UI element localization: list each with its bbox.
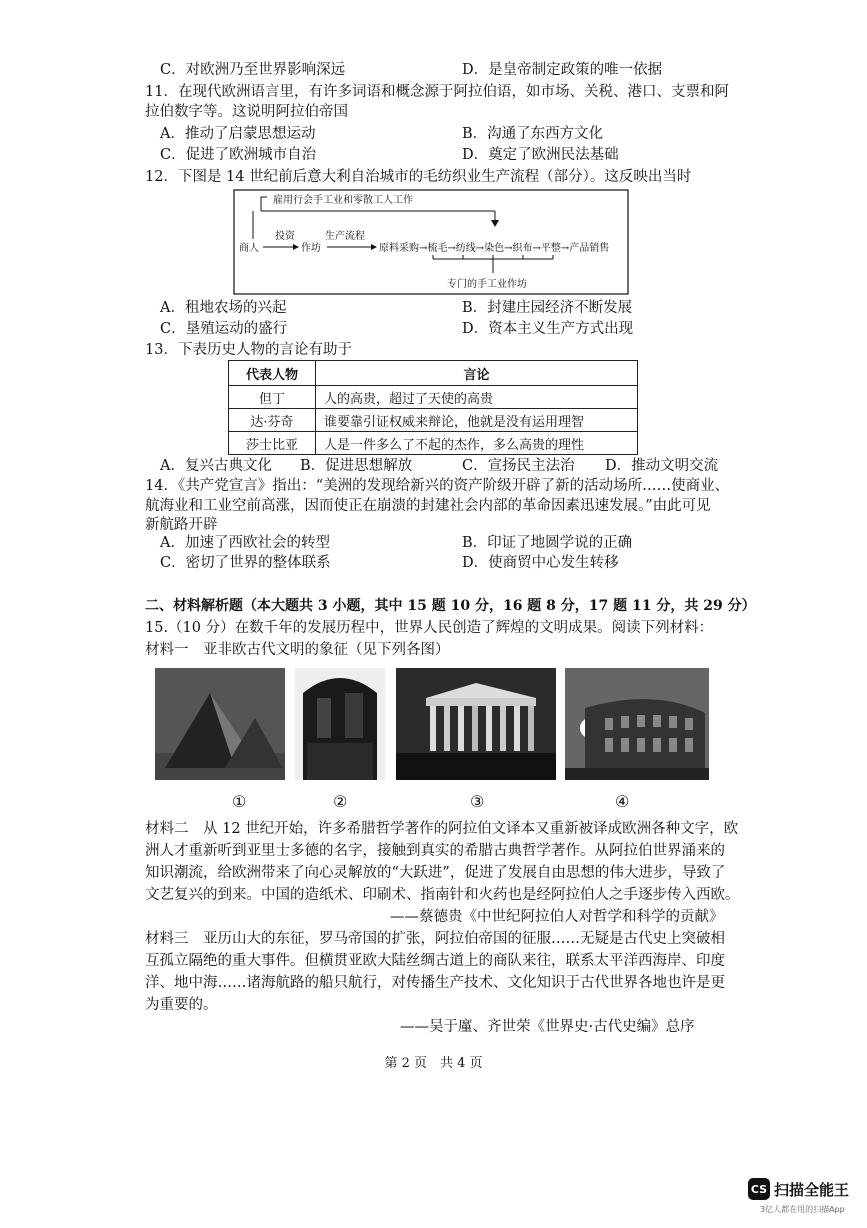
q11-stem-1: 11．在现代欧洲语言里，有许多词语和概念源于阿拉伯语，如市场、关税、港口、支票和阿 <box>145 84 729 100</box>
table-cell: 达·芬奇 <box>229 409 316 432</box>
table-cell: 谁要靠引证权威来辩论，他就是没有运用理智 <box>316 409 638 432</box>
parthenon-image <box>396 668 556 780</box>
q13-option-c: C．宣扬民主法治 <box>462 458 575 474</box>
diagram-merchant: 商人 <box>239 243 259 254</box>
material-3-source: ——吴于廑、齐世荣《世界史·古代史编》总序 <box>400 1019 695 1035</box>
q14-option-d: D．使商贸中心发生转移 <box>462 555 619 571</box>
image-label-1: ① <box>232 792 247 811</box>
material-2-line-3: 知识潮流，给欧洲带来了向心灵解放的“大跃进”，促进了发展自由思想的伟大进步，导致了 <box>145 865 726 881</box>
material-2-source: ——蔡德贵《中世纪阿拉伯人对哲学和科学的贡献》 <box>390 909 724 925</box>
q12-stem: 12．下图是 14 世纪前后意大利自治城市的毛纺织业生产流程（部分）。这反映出当时 <box>145 169 692 185</box>
q14-option-a: A．加速了西欧社会的转型 <box>160 535 330 551</box>
q14-stem-2: 航海业和工业空前高涨，因而使正在崩溃的封建社会内部的革命因素迅速发展。”由此可见 <box>145 498 711 514</box>
q12-option-c: C．垦殖运动的盛行 <box>160 321 288 337</box>
quotes-table <box>228 360 638 455</box>
material-3-line-3: 洋、地中海……诸海航路的船只航行，对传播生产技术、文化知识于古代世界各地也许是更 <box>145 975 725 991</box>
material-3-line-4: 为重要的。 <box>145 997 218 1013</box>
q11-option-c: C．促进了欧洲城市自治 <box>160 147 317 163</box>
q12-option-b: B．封建庄园经济不断发展 <box>462 300 633 316</box>
cs-logo-icon: CS <box>748 1178 770 1200</box>
page-footer: 第 2 页 共 4 页 <box>384 1056 483 1071</box>
table-cell: 但丁 <box>229 386 316 409</box>
material-1-label: 材料一 亚非欧古代文明的象征（见下列各图） <box>145 642 450 658</box>
q12-option-d: D．资本主义生产方式出现 <box>462 321 634 337</box>
table-header: 言论 <box>316 361 638 386</box>
production-flow-diagram <box>233 189 629 297</box>
scanner-watermark <box>748 1178 849 1200</box>
diagram-invest-label: 投资 <box>275 231 295 242</box>
image-label-3: ③ <box>470 792 485 811</box>
q14-option-c: C．密切了世界的整体联系 <box>160 555 331 571</box>
diagram-bottom-label: 专门的手工业作坊 <box>447 279 527 290</box>
material-2-line-1: 材料二 从 12 世纪开始，许多希腊哲学著作的阿拉伯文译本又重新被译成欧洲各种文字，欧 <box>145 821 739 837</box>
table-cell: 人是一件多么了不起的杰作，多么高贵的理性 <box>316 432 638 455</box>
material-2-line-4: 文艺复兴的到来。中国的造纸术、印刷术、指南针和火药也是经阿拉伯人之手逐步传入西欧。 <box>145 887 740 903</box>
scanner-tagline: 3亿人都在用的扫描App <box>760 1205 845 1214</box>
table-row <box>229 386 638 409</box>
table-header: 代表人物 <box>229 361 316 386</box>
q13-option-b: B．促进思想解放 <box>300 458 413 474</box>
q14-option-b: B．印证了地圆学说的正确 <box>462 535 633 551</box>
material-3-line-1: 材料三 亚历山大的东征，罗马帝国的扩张，阿拉伯帝国的征服……无疑是古代史上突破相 <box>145 931 725 947</box>
diagram-flow-label: 生产流程 <box>325 231 365 242</box>
q12-option-a: A．租地农场的兴起 <box>160 300 287 316</box>
q13-option-a: A．复兴古典文化 <box>160 458 272 474</box>
table-cell: 莎士比亚 <box>229 432 316 455</box>
q11-stem-2: 拉伯数字等。这说明阿拉伯帝国 <box>145 104 348 120</box>
q11-option-b: B．沟通了东西方文化 <box>462 126 604 142</box>
q10-option-d: D．是皇帝制定政策的唯一依据 <box>462 62 663 78</box>
diagram-process-chain: 原料采购→梳毛→纺线→染色→织布→平整→产品销售 <box>379 243 610 254</box>
diagram-workshop: 作坊 <box>301 243 321 254</box>
q13-option-d: D．推动文明交流 <box>605 458 719 474</box>
hammurabi-stele-image <box>295 668 385 780</box>
pyramids-image <box>155 668 285 780</box>
image-label-2: ② <box>333 792 348 811</box>
material-2-line-2: 洲人才重新听到亚里士多德的名字，接触到真实的希腊古典哲学著作。从阿拉伯世界涌来的 <box>145 843 725 859</box>
q11-option-a: A．推动了启蒙思想运动 <box>160 126 316 142</box>
colosseum-image <box>565 668 709 780</box>
q10-option-c: C．对欧洲乃至世界影响深远 <box>160 62 346 78</box>
table-header-row <box>229 361 638 386</box>
diagram-top-label: 雇用行会手工业和零散工人工作 <box>273 195 413 206</box>
q14-stem-1: 14．《共产党宣言》指出：“美洲的发现给新兴的资产阶级开辟了新的活动场所……使商业、 <box>145 478 730 494</box>
section-2-heading: 二、材料解析题（本大题共 3 小题，其中 15 题 10 分，16 题 8 分，17 题 11 分，共 29 分） <box>145 598 756 614</box>
q15-stem: 15.（10 分）在数千年的发展历程中，世界人民创造了辉煌的文明成果。阅读下列材料： <box>145 620 714 636</box>
q13-stem: 13．下表历史人物的言论有助于 <box>145 342 352 358</box>
image-label-4: ④ <box>615 792 630 811</box>
table-row <box>229 409 638 432</box>
q14-stem-3: 新航路开辟 <box>145 517 218 533</box>
table-row <box>229 432 638 455</box>
q11-option-d: D．奠定了欧洲民法基础 <box>462 147 619 163</box>
material-3-line-2: 互孤立隔绝的重大事件。但横贯亚欧大陆丝绸古道上的商队来往，联系太平洋西海岸、印度 <box>145 953 725 969</box>
scanner-app-name: 扫描全能王 <box>774 1180 850 1199</box>
table-cell: 人的高贵，超过了天使的高贵 <box>316 386 638 409</box>
